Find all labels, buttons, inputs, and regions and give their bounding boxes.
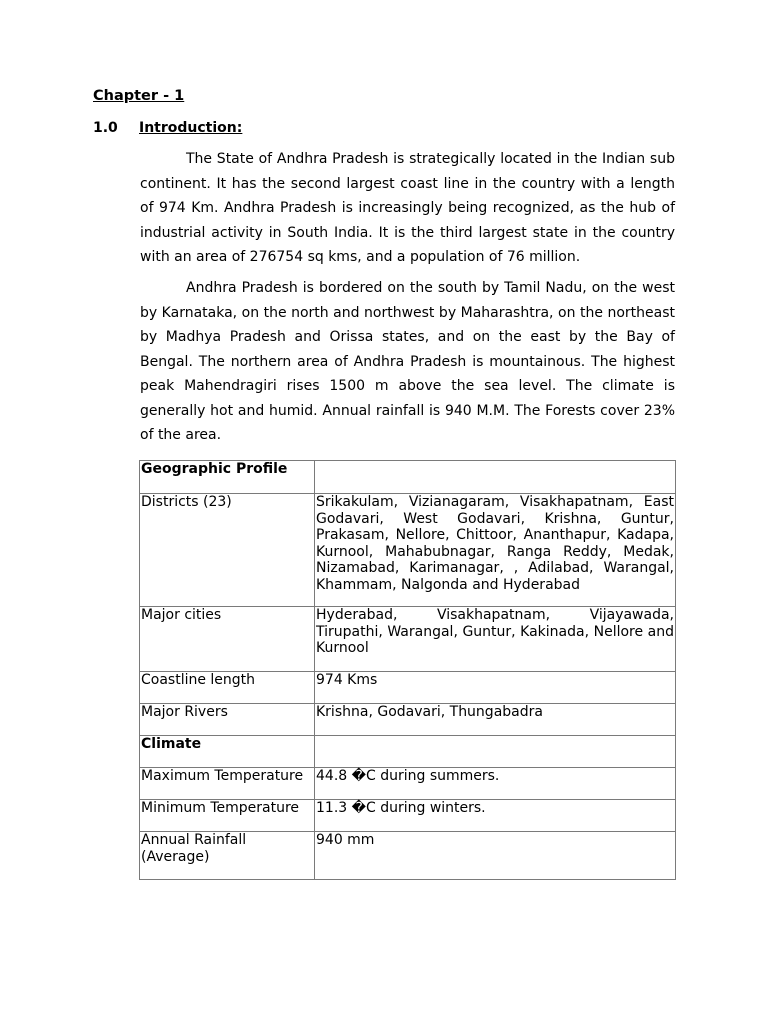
section-title: Introduction: (139, 120, 243, 136)
table-row (140, 800, 676, 832)
intro-paragraph-1: The State of Andhra Pradesh is strategically located in the Indian sub continent. It has the second largest coast line in the country with a length of 974 Km. Andhra Pradesh is increasingly being recognized, as the hub of industrial activity in South India. It is the third largest state in the country with an area of 276754 sq kms, and a population of 76 million. (140, 151, 675, 265)
row-label-cell (140, 672, 315, 704)
row-value-cell (315, 736, 676, 768)
table-row (140, 832, 676, 880)
intro-paragraph-2: Andhra Pradesh is bordered on the south by Tamil Nadu, on the west by Karnataka, on the north and northwest by Maharashtra, on the northeast by Madhya Pradesh and Orissa states, and on the east by the Bay of Bengal. The northern area of Andhra Pradesh is mountainous. The highest peak Mahendragiri rises 1500 m above the sea level. The climate is generally hot and humid. Annual rainfall is 940 M.M. The Forests cover 23% of the area. (140, 280, 675, 443)
table-row (140, 672, 676, 704)
row-value: Srikakulam, Vizianagaram, Visakhapatnam, East Godavari, West Godavari, Krishna, Guntur, Prakasam, Nellore, Chittoor, Ananthapur, Kadapa, Kurnool, Mahabubnagar, Ranga Reddy, Medak, Nizamabad, Karimanagar, , Adilabad, Warangal, Khammam, Nalgonda and Hyderabad (316, 494, 674, 593)
table-row (140, 607, 676, 672)
row-label-cell (140, 461, 315, 494)
table-row (140, 704, 676, 736)
row-value: 974 Kms (316, 672, 378, 688)
table-row (140, 736, 676, 768)
row-value: 940 mm (316, 832, 375, 848)
row-value: Hyderabad, Visakhapatnam, Vijayawada, Tirupathi, Warangal, Guntur, Kakinada, Nellore and Kurnool (316, 607, 674, 656)
row-label: Annual Rainfall (Average) (141, 832, 247, 865)
row-value-cell (315, 800, 676, 832)
row-value-cell (315, 768, 676, 800)
row-label: Major Rivers (141, 704, 228, 720)
row-label: Coastline length (141, 672, 256, 688)
row-label: Maximum Temperature (141, 768, 304, 784)
row-value-cell (315, 832, 676, 880)
row-value-cell (315, 494, 676, 607)
row-value-cell (315, 704, 676, 736)
section-heading (93, 120, 242, 136)
row-label-cell (140, 800, 315, 832)
row-label-cell (140, 607, 315, 672)
row-value: 11.3 �C during winters. (316, 800, 486, 816)
row-value-cell (315, 607, 676, 672)
row-value: 44.8 �C during summers. (316, 768, 500, 784)
row-value-cell (315, 672, 676, 704)
row-label: Major cities (141, 607, 222, 623)
table-row (140, 494, 676, 607)
row-label-cell (140, 704, 315, 736)
row-label-cell (140, 736, 315, 768)
row-value-cell (315, 461, 676, 494)
row-label: Minimum Temperature (141, 800, 300, 816)
row-label: Geographic Profile (141, 461, 288, 477)
chapter-heading: Chapter - 1 (93, 88, 185, 104)
row-label-cell (140, 768, 315, 800)
row-label: Climate (141, 736, 202, 752)
table-row (140, 461, 676, 494)
table-row (140, 768, 676, 800)
row-label: Districts (23) (141, 494, 232, 510)
geographic-profile-table (139, 460, 676, 880)
row-label-cell (140, 494, 315, 607)
row-value: Krishna, Godavari, Thungabadra (316, 704, 543, 720)
section-number: 1.0 (93, 120, 118, 136)
row-label-cell (140, 832, 315, 880)
